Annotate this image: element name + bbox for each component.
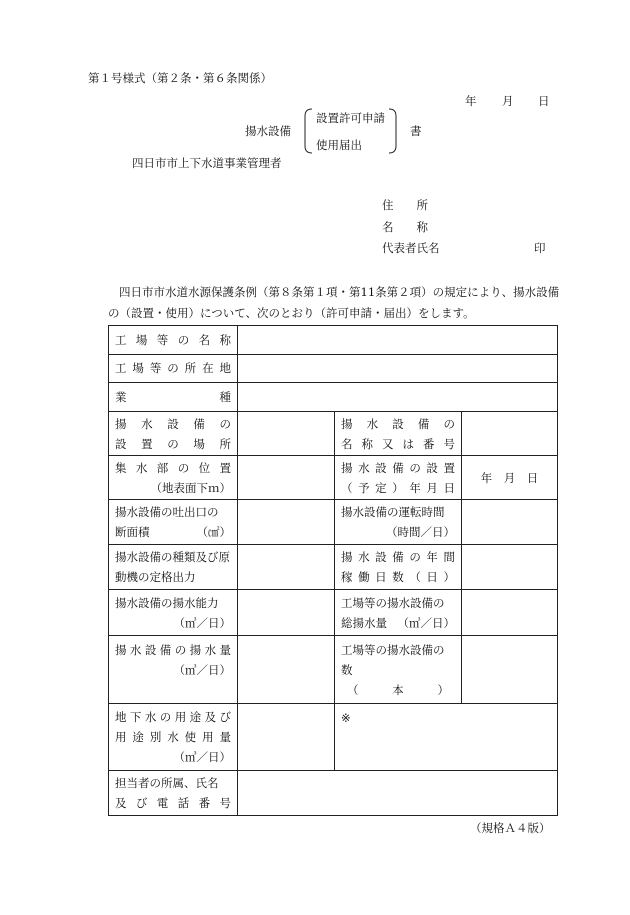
outlet-area-label: 揚水設備の吐出口の 断面積 （㎠） xyxy=(109,500,238,545)
industry-field[interactable] xyxy=(238,383,558,412)
contact-person-field[interactable] xyxy=(238,771,558,816)
pump-capacity-label: 揚水設備の揚水能力 （㎥／日） xyxy=(109,590,238,636)
total-volume-label: 工場等の揚水設備の 総揚水量 （㎥／日） xyxy=(335,590,462,636)
table-row xyxy=(109,412,558,456)
table-row xyxy=(109,326,558,355)
factory-name-label: 工場等の名称 xyxy=(109,326,238,355)
annual-days-label: 揚水設備の年間 稼働日数（日） xyxy=(335,545,462,590)
equipment-name-label: 揚水設備の 名称又は番号 xyxy=(335,412,462,456)
addressee: 四日市市上下水道事業管理者 xyxy=(132,156,282,170)
run-time-label: 揚水設備の運転時間 （時間／日） xyxy=(335,500,462,545)
form-number: 第１号様式（第２条・第６条関係） xyxy=(88,71,272,85)
run-time-field[interactable] xyxy=(462,500,558,545)
seal-mark: 印 xyxy=(534,241,546,255)
table-row xyxy=(109,704,558,771)
pump-volume-label: 揚水設備の揚水量 （㎥／日） xyxy=(109,636,238,704)
pump-capacity-field[interactable] xyxy=(238,590,335,636)
table-row xyxy=(109,545,558,590)
install-place-field[interactable] xyxy=(238,412,335,456)
motor-output-field[interactable] xyxy=(238,545,335,590)
total-volume-field[interactable] xyxy=(462,590,558,636)
install-date-placeholder: 年 月 日 xyxy=(480,470,539,485)
intake-position-label: 集水部の位置 （地表面下ｍ） xyxy=(109,456,238,500)
water-usage-field[interactable] xyxy=(238,704,335,771)
title-prefix: 揚水設備 xyxy=(245,124,291,138)
install-place-label: 揚水設備の 設置の場所 xyxy=(109,412,238,456)
table-row xyxy=(109,771,558,816)
date-month-label: 月 xyxy=(502,94,514,108)
table-row xyxy=(109,636,558,704)
application-table xyxy=(108,325,558,816)
title-option-application: 設置許可申請 xyxy=(316,111,385,125)
annual-days-field[interactable] xyxy=(462,545,558,590)
motor-output-label: 揚水設備の種類及び原 動機の定格出力 xyxy=(109,545,238,590)
intro-line-1: 四日市市水道水源保護条例（第８条第１項・第11条第２項）の規定により、揚水設備 xyxy=(119,285,560,299)
industry-label: 業 種 xyxy=(109,383,238,412)
name-label: 名 称 xyxy=(382,220,428,234)
representative-label: 代表者氏名 xyxy=(382,241,440,255)
title-option-notification: 使用届出 xyxy=(316,138,362,152)
equipment-name-field[interactable] xyxy=(462,412,558,456)
factory-location-field[interactable] xyxy=(238,355,558,383)
pump-volume-field[interactable] xyxy=(238,636,335,704)
address-label: 住 所 xyxy=(382,198,428,212)
install-date-label: 揚水設備の設置 （予定）年月日 xyxy=(335,456,462,500)
equipment-count-label: 工場等の揚水設備の数 （ 本 ） xyxy=(335,636,462,704)
title-suffix: 書 xyxy=(410,124,422,138)
date-day-label: 日 xyxy=(538,94,550,108)
table-row xyxy=(109,456,558,500)
paper-size-note: （規格Ａ４版） xyxy=(470,821,551,835)
intake-position-field[interactable] xyxy=(238,456,335,500)
table-row xyxy=(109,590,558,636)
office-note-cell xyxy=(335,704,558,771)
date-year-label: 年 xyxy=(465,94,477,108)
note-mark: ※ xyxy=(341,711,351,725)
table-row xyxy=(109,500,558,545)
intro-line-2: の（設置・使用）について、次のとおり（許可申請・届出）をします。 xyxy=(108,306,475,320)
install-date-field[interactable] xyxy=(462,456,558,500)
factory-location-label: 工場等の所在地 xyxy=(109,355,238,383)
outlet-area-field[interactable] xyxy=(238,500,335,545)
table-row xyxy=(109,355,558,383)
contact-person-label: 担当者の所属、氏名 及び電話番号 xyxy=(109,771,238,816)
factory-name-field[interactable] xyxy=(238,326,558,355)
water-usage-label: 地下水の用途及び 用途別水使用量 （㎥／日） xyxy=(109,704,238,771)
equipment-count-field[interactable] xyxy=(462,636,558,704)
table-row xyxy=(109,383,558,412)
